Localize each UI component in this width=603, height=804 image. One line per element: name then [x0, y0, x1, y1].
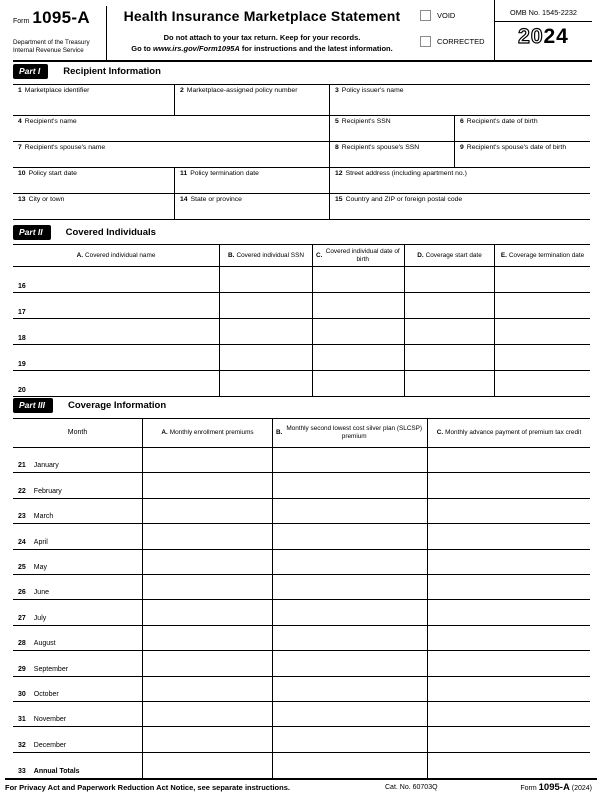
covered-ssn-cell[interactable] — [220, 267, 313, 292]
premium-c-cell[interactable] — [428, 448, 590, 472]
premium-c-cell[interactable] — [428, 600, 590, 624]
catalog-number: Cat. No. 60703Q — [385, 784, 438, 791]
month-label-cell: 26 June — [13, 575, 143, 599]
month-label-cell: 23 March — [13, 499, 143, 523]
coverage-start-cell[interactable] — [405, 345, 495, 370]
premium-c-cell[interactable] — [428, 473, 590, 497]
part2-header-row — [13, 245, 590, 267]
premium-b-cell[interactable] — [273, 473, 428, 497]
covered-name-cell[interactable]: 18 — [13, 319, 220, 344]
coverage-start-cell[interactable] — [405, 267, 495, 292]
premium-c-cell[interactable] — [428, 626, 590, 650]
department-lines: Department of the Treasury Internal Revenue Service — [13, 39, 90, 54]
coverage-termination-cell[interactable] — [495, 371, 590, 396]
form-word: Form — [13, 18, 30, 25]
premium-c-cell[interactable] — [428, 702, 590, 726]
void-label: VOID — [437, 10, 456, 20]
omb-block — [495, 0, 592, 49]
instruction-line-2: Go to www.irs.gov/Form1095A for instructions and the latest information. — [131, 44, 393, 54]
part1-row-5 — [13, 194, 590, 220]
instruction-line-1: Do not attach to your tax return. Keep for your records. — [163, 33, 361, 42]
annual-totals-row — [13, 753, 590, 778]
field-street-address[interactable]: 12 Street address (including apartment no.) — [335, 170, 467, 177]
field-state[interactable]: 14 State or province — [175, 194, 330, 219]
covered-ssn-cell[interactable] — [220, 371, 313, 396]
coverage-termination-cell[interactable] — [495, 345, 590, 370]
covered-individual-row — [13, 267, 590, 293]
month-label-cell: 32 December — [13, 727, 143, 751]
premium-a-cell[interactable] — [143, 473, 273, 497]
premium-b-cell[interactable] — [273, 727, 428, 751]
covered-individual-row — [13, 371, 590, 397]
part1-row-3 — [13, 142, 590, 168]
corrected-row — [420, 35, 492, 47]
part2-head — [13, 225, 156, 240]
month-row-july — [13, 600, 590, 625]
month-row-october — [13, 677, 590, 702]
premium-b-cell[interactable] — [273, 702, 428, 726]
covered-dob-cell[interactable] — [313, 371, 405, 396]
header-divider-left — [106, 6, 107, 60]
premium-b-cell[interactable] — [273, 550, 428, 574]
col-coverage-termination: E. Coverage termination date — [500, 251, 585, 259]
irs-url: www.irs.gov/Form1095A — [152, 44, 240, 54]
covered-individual-row — [13, 293, 590, 319]
premium-b-cell[interactable] — [273, 524, 428, 548]
premium-c-cell[interactable] — [428, 727, 590, 751]
month-label-cell: 22 February — [13, 473, 143, 497]
premium-a-cell[interactable] — [143, 575, 273, 599]
premium-b-cell[interactable] — [273, 626, 428, 650]
footer-form-id: Form 1095-A (2024) — [520, 782, 592, 793]
month-row-august — [13, 626, 590, 651]
col-enrollment-premiums: A. Monthly enrollment premiums — [143, 419, 273, 447]
premium-a-cell[interactable] — [143, 727, 273, 751]
premium-a-cell[interactable] — [143, 499, 273, 523]
month-row-november — [13, 702, 590, 727]
premium-b-cell[interactable] — [273, 651, 428, 675]
premium-a-cell[interactable] — [143, 626, 273, 650]
form-number: 1095-A — [32, 8, 90, 27]
field-policy-issuer-name[interactable]: 3 Policy issuer's name — [335, 87, 404, 94]
covered-ssn-cell[interactable] — [220, 345, 313, 370]
part1-head — [13, 64, 161, 79]
coverage-termination-cell[interactable] — [495, 319, 590, 344]
part1-row-4 — [13, 168, 590, 194]
field-spouse-dob[interactable]: 9 Recipient's spouse's date of birth — [460, 144, 567, 151]
premium-c-cell[interactable] — [428, 651, 590, 675]
col-month: Month — [13, 419, 143, 447]
part3-header-row — [13, 419, 590, 448]
covered-dob-cell[interactable] — [313, 293, 405, 318]
part1-row-2 — [13, 116, 590, 142]
col-covered-name: A. Covered individual name — [13, 245, 220, 266]
premium-a-cell[interactable] — [143, 600, 273, 624]
coverage-termination-cell[interactable] — [495, 293, 590, 318]
premium-b-cell[interactable] — [273, 600, 428, 624]
month-label-cell: 33 Annual Totals — [13, 753, 143, 778]
part2-badge: Part II — [13, 225, 51, 240]
part3-table — [13, 418, 590, 778]
col-slcsp-premium: B. Monthly second lowest cost silver plan (SLCSP) premium — [273, 419, 428, 447]
premium-c-cell[interactable] — [428, 677, 590, 701]
field-policy-start-date[interactable]: 10 Policy start date — [13, 168, 175, 193]
month-label-cell: 25 May — [13, 550, 143, 574]
field-marketplace-identifier[interactable]: 1 Marketplace identifier — [13, 85, 175, 115]
month-label-cell: 30 October — [13, 677, 143, 701]
premium-c-cell[interactable] — [428, 550, 590, 574]
header-rule — [13, 60, 592, 62]
month-label-cell: 24 April — [13, 524, 143, 548]
field-spouse-ssn[interactable]: 8 Recipient's spouse's SSN — [330, 142, 455, 167]
header-center — [108, 8, 416, 55]
void-row — [420, 9, 492, 21]
month-row-february — [13, 473, 590, 498]
month-label-cell: 31 November — [13, 702, 143, 726]
corrected-checkbox[interactable] — [420, 36, 431, 47]
covered-dob-cell[interactable] — [313, 319, 405, 344]
month-label-cell: 21 January — [13, 448, 143, 472]
void-corrected-block — [420, 9, 492, 61]
premium-a-cell[interactable] — [143, 677, 273, 701]
month-row-april — [13, 524, 590, 549]
part1-table — [13, 84, 590, 220]
col-covered-dob: C. Covered individual date of birth — [313, 245, 405, 266]
field-policy-termination-date[interactable]: 11 Policy termination date — [175, 168, 330, 193]
covered-name-cell[interactable]: 17 — [13, 293, 220, 318]
covered-name-cell[interactable]: 19 — [13, 345, 220, 370]
covered-individual-row — [13, 345, 590, 371]
premium-b-cell[interactable] — [273, 448, 428, 472]
month-row-march — [13, 499, 590, 524]
coverage-start-cell[interactable] — [405, 293, 495, 318]
premium-c-cell[interactable] — [428, 575, 590, 599]
coverage-start-cell[interactable] — [405, 319, 495, 344]
month-row-december — [13, 727, 590, 752]
premium-b-cell[interactable] — [273, 575, 428, 599]
field-spouse-name[interactable]: 7 Recipient's spouse's name — [13, 142, 330, 167]
header-instructions — [108, 32, 416, 55]
footer-rule — [5, 778, 597, 780]
col-advance-payment: C. Monthly advance payment of premium tax credit — [436, 429, 582, 436]
coverage-termination-cell[interactable] — [495, 267, 590, 292]
premium-a-cell[interactable] — [143, 753, 273, 778]
covered-name-cell[interactable]: 16 — [13, 267, 220, 292]
premium-c-cell[interactable] — [428, 499, 590, 523]
month-row-september — [13, 651, 590, 676]
premium-a-cell[interactable] — [143, 702, 273, 726]
part3-title: Coverage Information — [67, 400, 167, 411]
part3-badge: Part III — [13, 398, 53, 413]
field-policy-number[interactable]: 2 Marketplace-assigned policy number — [175, 85, 330, 115]
col-covered-ssn: B. Covered individual SSN — [220, 245, 313, 266]
covered-individual-row — [13, 319, 590, 345]
month-row-january — [13, 448, 590, 473]
covered-dob-cell[interactable] — [313, 345, 405, 370]
part3-head — [13, 398, 166, 413]
premium-a-cell[interactable] — [143, 550, 273, 574]
covered-ssn-cell[interactable] — [220, 319, 313, 344]
month-label-cell: 28 August — [13, 626, 143, 650]
part1-title: Recipient Information — [63, 66, 161, 77]
part2-title: Covered Individuals — [65, 227, 156, 238]
tax-year: 2024 — [518, 25, 569, 48]
privacy-notice: For Privacy Act and Paperwork Reduction Act Notice, see separate instructions. — [5, 783, 290, 792]
month-row-may — [13, 550, 590, 575]
field-city[interactable]: 13 City or town — [13, 194, 175, 219]
premium-a-cell[interactable] — [143, 448, 273, 472]
month-row-june — [13, 575, 590, 600]
col-coverage-start: D. Coverage start date — [405, 245, 495, 266]
corrected-label: CORRECTED — [437, 36, 485, 46]
part1-row-1 — [13, 85, 590, 116]
month-label-cell: 27 July — [13, 600, 143, 624]
omb-number: OMB No. 1545-2232 — [495, 0, 592, 22]
part2-table — [13, 244, 590, 397]
premium-c-cell[interactable] — [428, 524, 590, 548]
covered-ssn-cell[interactable] — [220, 293, 313, 318]
month-label-cell: 29 September — [13, 651, 143, 675]
coverage-start-cell[interactable] — [405, 371, 495, 396]
field-recipient-name[interactable]: 4 Recipient's name — [13, 116, 330, 141]
part1-badge: Part I — [13, 64, 48, 79]
premium-a-cell[interactable] — [143, 524, 273, 548]
field-recipient-ssn[interactable]: 5 Recipient's SSN — [330, 116, 455, 141]
covered-dob-cell[interactable] — [313, 267, 405, 292]
premium-c-cell[interactable] — [428, 753, 590, 778]
page-title: Health Insurance Marketplace Statement — [123, 8, 401, 24]
premium-b-cell[interactable] — [273, 753, 428, 778]
premium-b-cell[interactable] — [273, 677, 428, 701]
premium-b-cell[interactable] — [273, 499, 428, 523]
form-identity-block — [13, 8, 105, 55]
void-checkbox[interactable] — [420, 10, 431, 21]
field-country-zip[interactable]: 15 Country and ZIP or foreign postal code — [335, 196, 463, 203]
premium-a-cell[interactable] — [143, 651, 273, 675]
field-recipient-dob[interactable]: 6 Recipient's date of birth — [460, 118, 538, 125]
covered-name-cell[interactable]: 20 — [13, 371, 220, 396]
